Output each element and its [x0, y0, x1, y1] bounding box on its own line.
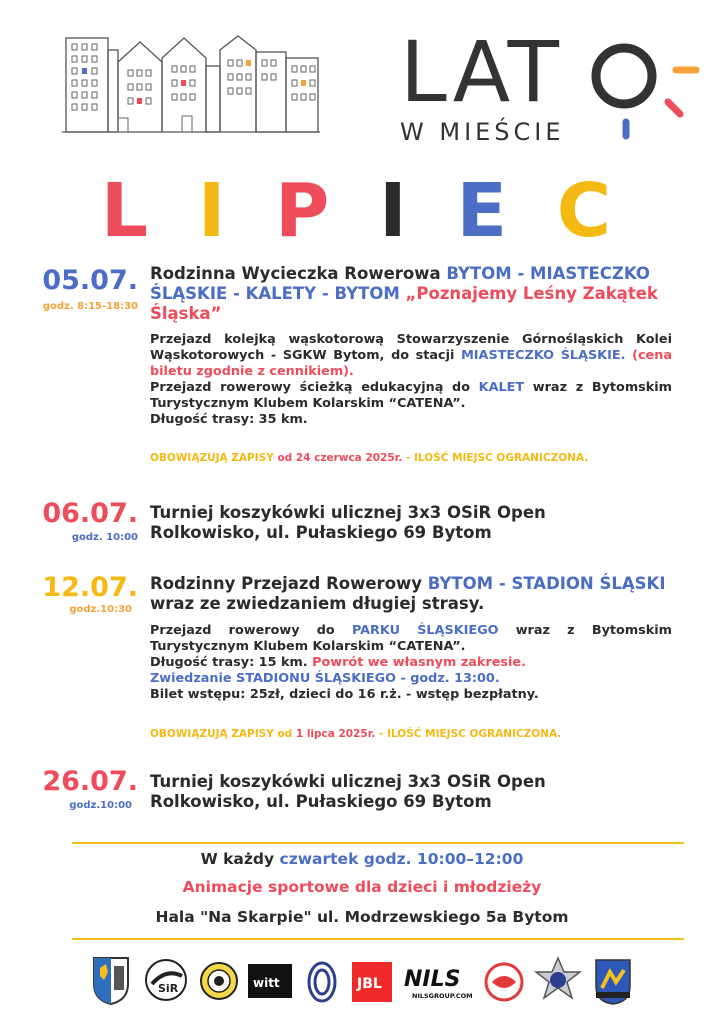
- description-paragraph: [150, 380, 672, 412]
- venue-address: Hala "Na Skarpie" ul. Modrzewskiego 5a Bytom: [155, 908, 569, 926]
- osir-logo-icon: [144, 958, 190, 1002]
- note-text: od: [277, 728, 296, 740]
- description-paragraph: [150, 655, 672, 671]
- nils-text: NILS: [404, 967, 461, 992]
- event-route: BYTOM - STADION ŚLĄSKI: [427, 574, 666, 593]
- divider-line: [72, 938, 684, 940]
- description-price-note: (cena biletu zgodnie z cennikiem).: [150, 348, 672, 379]
- event-description: [150, 332, 672, 428]
- description-stadium-tour: Zwiedzanie STADIONU ŚLĄSKIEGO - godz. 13:00.: [150, 671, 500, 686]
- registration-note: [150, 728, 690, 740]
- event-time: godz. 8:15-18:30: [42, 301, 138, 312]
- description-paragraph: Długość trasy: 35 km.: [150, 412, 308, 427]
- stadium-logo-icon: [306, 960, 338, 1004]
- w-miescie-subtitle: W MIEŚCIE: [400, 118, 565, 146]
- sun-rays-icon: [610, 62, 700, 142]
- event-route: BYTOM - MIASTECZKO ŚLĄSKIE - KALETY - BYTOM: [150, 264, 650, 303]
- description-text: Przejazd rowerowy ścieżką edukacyjną do: [150, 380, 479, 395]
- schedule-time: godz. 10:00–12:00: [358, 850, 524, 868]
- sponsor-logos: [86, 954, 646, 1010]
- association-badge-icon: [484, 962, 524, 1002]
- description-paragraph: [150, 623, 672, 655]
- note-text: - ILOŚĆ MIEJSC OGRANICZONA.: [402, 452, 589, 464]
- event-date: 05.07.: [42, 265, 138, 296]
- note-text: OBOWIĄZUJĄ ZAPISY: [150, 452, 278, 464]
- activity-description: Animacje sportowe dla dzieci i młodzieży: [182, 878, 542, 896]
- note-date: od 24 czerwca 2025r.: [277, 452, 403, 464]
- event-subtitle: „Poznajemy Leśny Zakątek Śląska”: [150, 284, 658, 323]
- event-title-line: Turniej koszykówki ulicznej 3x3 OSiR Open: [150, 772, 546, 791]
- description-text: wraz z Bytomskim Turystycznym Klubem Kolarskim “CATENA”.: [150, 623, 673, 654]
- police-star-icon: [534, 956, 582, 1006]
- description-text: Długość trasy: 15 km.: [150, 655, 313, 670]
- description-paragraph: [150, 332, 672, 380]
- registration-note: [150, 452, 690, 464]
- nils-website: NILSGROUP.COM: [412, 992, 473, 1000]
- nils-logo-icon: [402, 962, 478, 1002]
- description-text: Przejazd kolejką wąskotorową Stowarzyszenie Górnośląskich Kolei Wąskotorowych - SGKW Bytom, do stacji: [150, 332, 672, 363]
- event-date: 26.07.: [42, 766, 138, 797]
- divider-line: [72, 842, 684, 844]
- event-time: godz.10:00: [69, 800, 132, 811]
- month-letter: P: [275, 168, 342, 254]
- description-paragraph: Bilet wstępu: 25zł, dzieci do 16 r.ż. - wstęp bezpłatny.: [150, 687, 539, 702]
- osir-text: SiR: [158, 982, 179, 995]
- description-highlight: KALET: [478, 380, 525, 395]
- schedule-text: W każdy: [200, 850, 280, 868]
- event-title-text: Rodzinna Wycieczka Rowerowa: [150, 264, 447, 283]
- note-text: - ILOŚĆ MIEJSC OGRANICZONA.: [375, 728, 562, 740]
- district-coat-of-arms-icon: [594, 958, 632, 1006]
- jbl-logo-icon: [352, 962, 392, 1002]
- event-date: 06.07.: [42, 498, 138, 529]
- bytom-coat-of-arms-icon: [92, 954, 130, 1006]
- lato-logo-text: LAT: [400, 23, 563, 121]
- event-time: godz. 10:00: [71, 532, 138, 543]
- event-description: [150, 623, 672, 703]
- month-letter: I: [197, 168, 238, 254]
- month-letter: E: [456, 168, 520, 254]
- event-title-line: Turniej koszykówki ulicznej 3x3 OSiR Open: [150, 503, 546, 522]
- description-return-note: Powrót we własnym zakresie.: [312, 655, 526, 670]
- description-text: wraz z Bytomskim Turystycznym Klubem Kolarskim “CATENA”.: [150, 380, 673, 411]
- month-letter: L: [100, 168, 161, 254]
- note-text: OBOWIĄZUJĄ ZAPISY: [150, 728, 278, 740]
- description-text: Przejazd rowerowy do: [150, 623, 352, 638]
- weekly-schedule: [0, 850, 724, 868]
- event-location: Rolkowisko, ul. Pułaskiego 69 Bytom: [150, 523, 492, 542]
- month-title: [0, 168, 724, 254]
- schedule-day: czwartek: [279, 850, 359, 868]
- jbl-text: JBL: [357, 976, 382, 992]
- month-letter: I: [379, 168, 419, 254]
- sports-club-badge-icon: [200, 960, 238, 1002]
- event-location: Rolkowisko, ul. Pułaskiego 69 Bytom: [150, 792, 492, 811]
- event-title: [150, 772, 690, 812]
- witt-logo-icon: [248, 964, 292, 998]
- note-date: 1 lipca 2025r.: [295, 728, 376, 740]
- event-date: 12.07.: [42, 572, 138, 603]
- buildings-illustration: [62, 30, 322, 134]
- event-title: [150, 264, 690, 324]
- description-highlight: PARKU ŚLĄSKIEGO: [351, 623, 499, 638]
- month-letter: C: [556, 168, 624, 254]
- event-title-text: Rodzinny Przejazd Rowerowy: [150, 574, 428, 593]
- event-time: godz.10:30: [69, 604, 132, 615]
- witt-text: witt: [253, 976, 280, 990]
- description-highlight: MIASTECZKO ŚLĄSKIE.: [461, 348, 626, 363]
- event-title: [150, 503, 690, 543]
- event-title: [150, 574, 690, 614]
- event-title-text: wraz ze zwiedzaniem długiej strasy.: [150, 594, 485, 613]
